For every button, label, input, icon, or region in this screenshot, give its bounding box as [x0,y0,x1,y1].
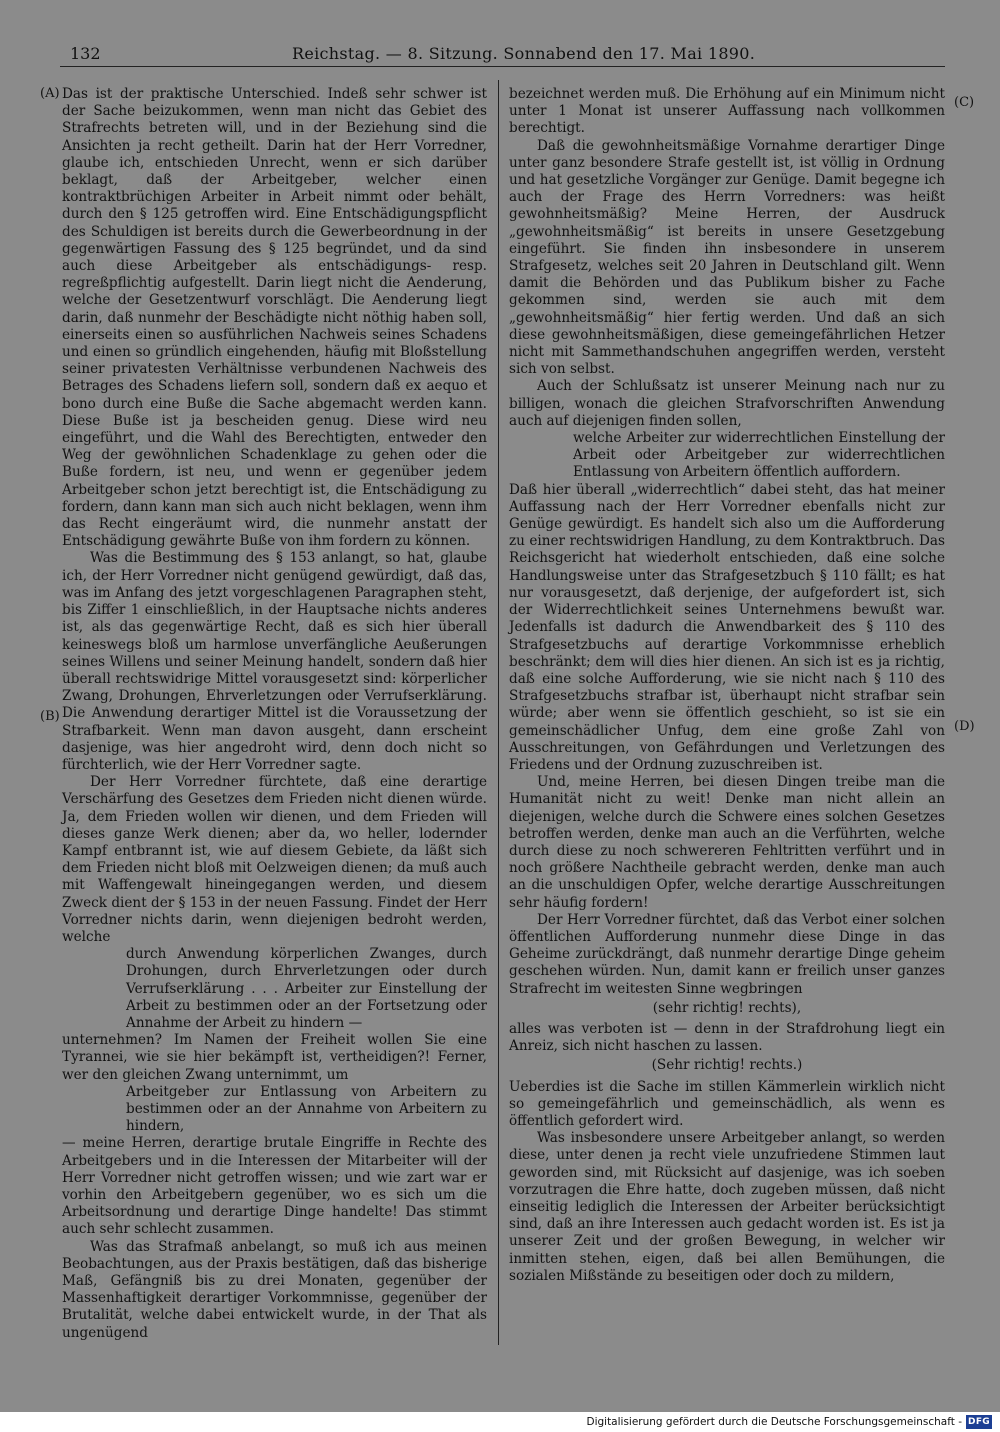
left-column [62,86,487,1342]
header-rule [60,66,945,67]
footer-bar [0,1412,1000,1432]
paragraph: Der Herr Vorredner fürchtete, daß eine derartige Verschärfung des Gesetzes dem Frieden nicht dienen würde. Ja, dem Frieden wollen wir dienen, und dem Frieden will dieses ganze Werk dienen; aber da, wo heller, lodernder Kampf entbrannt ist, wie auf diesem Gebiete, da läßt sich dem Frieden nicht bloß mit Oelzweigen dienen; da muß auch mit Waffengewalt hineingegangen werden, und diesem Zweck dient der § 153 in der neuen Fassung. Findet der Herr Vorredner nichts darin, wenn diejenigen bedroht werden, welche [62,774,487,945]
right-column [509,86,945,1285]
running-title: Reichstag. — 8. Sitzung. Sonnabend den 17. Mai 1890. [292,44,756,63]
margin-mark-d: (D) [954,719,975,734]
page-header [60,40,945,68]
funding-notice: Digitalisierung gefördert durch die Deutsche Forschungsgemeinschaft - [586,1416,962,1428]
dfg-logo: DFG [966,1415,992,1429]
paragraph: Daß die gewohnheitsmäßige Vornahme derartiger Dinge unter ganz besondere Strafe gestellt ist, ist völlig in Ordnung und hat gesetzliche Vorgänger zur Genüge. Damit begegne ich auch der Frage des Herrn Vorredners: was heißt gewohnheitsmäßig? Meine Herren, der Ausdruck „gewohnheitsmäßig“ ist bereits in unsere Gesetzgebung eingeführt. Sie finden ihn insbesondere in unserem Strafgesetz, welches seit 20 Jahren in Deutschland gilt. Wenn damit die Behörden und das Publikum bisher zu Fache gekommen sind, werden sie auch mit dem „gewohnheitsmäßig“ hier fertig werden. Und daß an sich diese gewohnheitsmäßigen, diese gemeingefährlichen Hetzer nicht mit Sammethandschuhen angegriffen werden, versteht sich von selbst. [509,137,945,378]
quoted-passage: Arbeitgeber zur Entlassung von Arbeitern zu bestimmen oder an der Annahme von Arbeitern zu hindern, [126,1083,487,1135]
page-number: 132 [70,44,101,63]
margin-mark-c: (C) [954,95,975,110]
paragraph: Was das Strafmaß anbelangt, so muß ich aus meinen Beobachtungen, aus der Praxis bestätigen, daß das bisherige Maß, Gefängniß bis zu drei Monaten, gegenüber der Massenhaftigkeit derartiger Vorkommnisse, gegenüber der Brutalität, welche dabei entwickelt wurde, in der That als ungenügend [62,1238,487,1341]
paragraph: Was die Bestimmung des § 153 anlangt, so hat, glaube ich, der Herr Vorredner nicht genügend gewürdigt, daß das, was im Anfang des jetzt vorgeschlagenen Paragraphen steht, bis Ziffer 1 einschließlich, in der Hauptsache nichts anderes ist, als das gegenwärtige Recht, daß es sich hier überall keineswegs bloß um harmlose unverfängliche Aeußerungen seines Willens und seiner Meinung handelt, sondern daß hier überall rechtswidrige Mittel vorausgesetzt sind: körperlicher Zwang, Drohungen, Ehrverletzungen oder Verrufserklärung. Die Anwendung derartiger Mittel ist die Voraussetzung der Strafbarkeit. Wenn man davon ausgeht, dann erscheint dasjenige, was hier angedroht wird, denn doch nicht so fürchterlich, wie der Herr Vorredner sagte. [62,550,487,773]
quoted-passage: welche Arbeiter zur widerrechtlichen Einstellung der Arbeit oder Arbeitgeber zur widerrechtlichen Entlassung von Arbeitern öffentlich auffordern. [573,430,945,481]
quoted-passage: durch Anwendung körperlichen Zwanges, durch Drohungen, durch Ehrverletzungen oder durch Verrufserklärung . . . Arbeiter zur Einstellung der Arbeit zu bestimmen oder an der Fortsetzung oder Annahme der Arbeit zu hindern — [126,946,487,1031]
paragraph: Auch der Schlußsatz ist unserer Meinung nach nur zu billigen, wonach die gleichen Strafvorschriften Anwendung auch auf diejenigen finden sollen, [509,378,945,429]
paragraph: Daß hier überall „widerrechtlich“ dabei steht, das hat meiner Auffassung nach der Herr Vorredner ebenfalls nicht zur Genüge gewürdigt. Es handelt sich also um die Aufforderung zu einer rechtswidrigen Handlung, zu dem Kontraktbruch. Das Reichsgericht hat wiederholt entschieden, daß eine solche Handlungsweise unter das Strafgesetzbuch § 110 fällt; es hat nur vorausgesetzt, daß derjenige, der aufgefordert ist, sich der Widerrechtlichkeit seines Unternehmens bewußt war. Jedenfalls ist dadurch die Anwendbarkeit des § 110 des Strafgesetzbuchs auf derartige Vorkommnisse erheblich beschränkt; dem will dies hier dienen. An sich ist es ja richtig, daß eine solche Aufforderung, wie sie nicht nach § 110 des Strafgesetzbuchs strafbar ist, überhaupt nicht strafbar sein würde; aber wenn sie öffentlich geschieht, so ist sie ein gemeinschädlicher Unfug, dem eine große Zahl von Ausschreitungen, von Gefährdungen und Verletzungen des Friedens und der Ordnung zuzuschreiben ist. [509,481,945,773]
paragraph: Das ist der praktische Unterschied. Indeß sehr schwer ist der Sache beizukommen, wenn man nicht das Gebiet des Strafrechts betreten will, und in der Beziehung sind die Ansichten ja recht getheilt. Darin hat der Herr Vorredner, glaube ich, entschieden Unrecht, wenn er sich darüber beklagt, daß der Arbeitgeber, welcher einen kontraktbrüchigen Arbeiter in Arbeit nimmt oder behält, durch den § 125 getroffen wird. Eine Entschädigungspflicht des Schuldigen ist bereits durch die Gewerbeordnung in der gegenwärtigen Fassung des § 125 begründet, und da sind auch diese Arbeitgeber als entschädigungs- resp. regreßpflichtig aufgestellt. Darin liegt nicht die Aenderung, welche der Gesetzentwurf vorschlägt. Die Aenderung liegt darin, daß nunmehr der Beschädigte nicht nöthig haben soll, einerseits einen so ausführlichen Nachweis seines Schadens und einen so gründlich eingehenden, häufig mit Bloßstellung seiner privatesten Verhältnisse verbundenen Nachweis des Betrages des Schadens liefern soll, sondern daß ex aequo et bono durch eine Buße die Sache abgemacht werden kann. Diese Buße ist ja bescheiden genug. Diese wird neu eingeführt, und die Wahl des Berechtigten, entweder den Weg der gewöhnlichen Schadenklage zu gehen oder die Buße fordern, ist neu, und wenn er gegenüber jedem Arbeitgeber schon jetzt berechtigt ist, die Entschädigung zu fordern, dann kann man sich auch nicht beklagen, wenn ihm das Recht eingeräumt wird, die nunmehr anstatt der Entschädigung gewährte Buße von ihm fordern zu können. [62,86,487,550]
paragraph: Der Herr Vorredner fürchtet, daß das Verbot einer solchen öffentlichen Aufforderung nunmehr diese Dinge in das Geheime zurückdrängt, daß nunmehr derartige Dinge geheim geschehen würden. Nun, damit kann er freilich unser ganzes Strafrecht im weitesten Sinne wegbringen [509,911,945,997]
paragraph: Ueberdies ist die Sache im stillen Kämmerlein wirklich nicht so gemeingefährlich und gemeinschädlich, als wenn es öffentlich gefordert wird. [509,1078,945,1129]
margin-mark-b: (B) [40,709,60,724]
interjection: (Sehr richtig! rechts.) [651,1057,803,1074]
interjection: (sehr richtig! rechts), [652,999,802,1016]
paragraph: — meine Herren, derartige brutale Eingriffe in Rechte des Arbeitgebers und in die Interessen der Mitarbeiter will der Herr Vorredner nicht getroffen wissen; und wie zart war er vorhin den Arbeitgebern gegenüber, wo es sich um die Arbeitsordnung und derartige Dinge handelte! Das stimmt auch sehr schlecht zusammen. [62,1135,487,1238]
column-divider [498,80,499,1345]
paragraph: Und, meine Herren, bei diesen Dingen treibe man die Humanität nicht zu weit! Denke man nicht allein an diejenigen, welche durch die Schwere eines solchen Gesetzes betroffen werden, denke man auch an die Verführten, welche durch diese zu noch schwereren Fehltritten verführt und in noch größere Nachtheile gebracht werden, denke man auch an die unschuldigen Opfer, welche derartige Ausschreitungen sehr häufig fordern! [509,774,945,911]
paragraph: alles was verboten ist — denn in der Strafdrohung liegt ein Anreiz, sich nicht haschen zu lassen. [509,1020,945,1055]
paragraph: bezeichnet werden muß. Die Erhöhung auf ein Minimum nicht unter 1 Monat ist unserer Auffassung nach vollkommen berechtigt. [509,86,945,137]
paragraph: unternehmen? Im Namen der Freiheit wollen Sie eine Tyrannei, wie sie hier bekämpft ist, vertheidigen?! Ferner, wer den gleichen Zwang unternimmt, um [62,1032,487,1083]
margin-mark-a: (A) [40,86,60,101]
paragraph: Was insbesondere unsere Arbeitgeber anlangt, so werden diese, unter denen ja recht viele unzufriedene Stimmen laut geworden sind, mit Rücksicht auf dasjenige, was ich soeben vorzutragen die Ehre hatte, doch zugeben müssen, daß nicht einseitig lediglich die Interessen der Arbeiter berücksichtigt sind, daß an ihre Interessen auch gedacht worden ist. Es ist ja unserer Zeit und der großen Bewegung, in welcher wir inmitten stehen, eigen, daß bei allen Bemühungen, die sozialen Mißstände zu beseitigen oder doch zu mildern, [509,1130,945,1284]
